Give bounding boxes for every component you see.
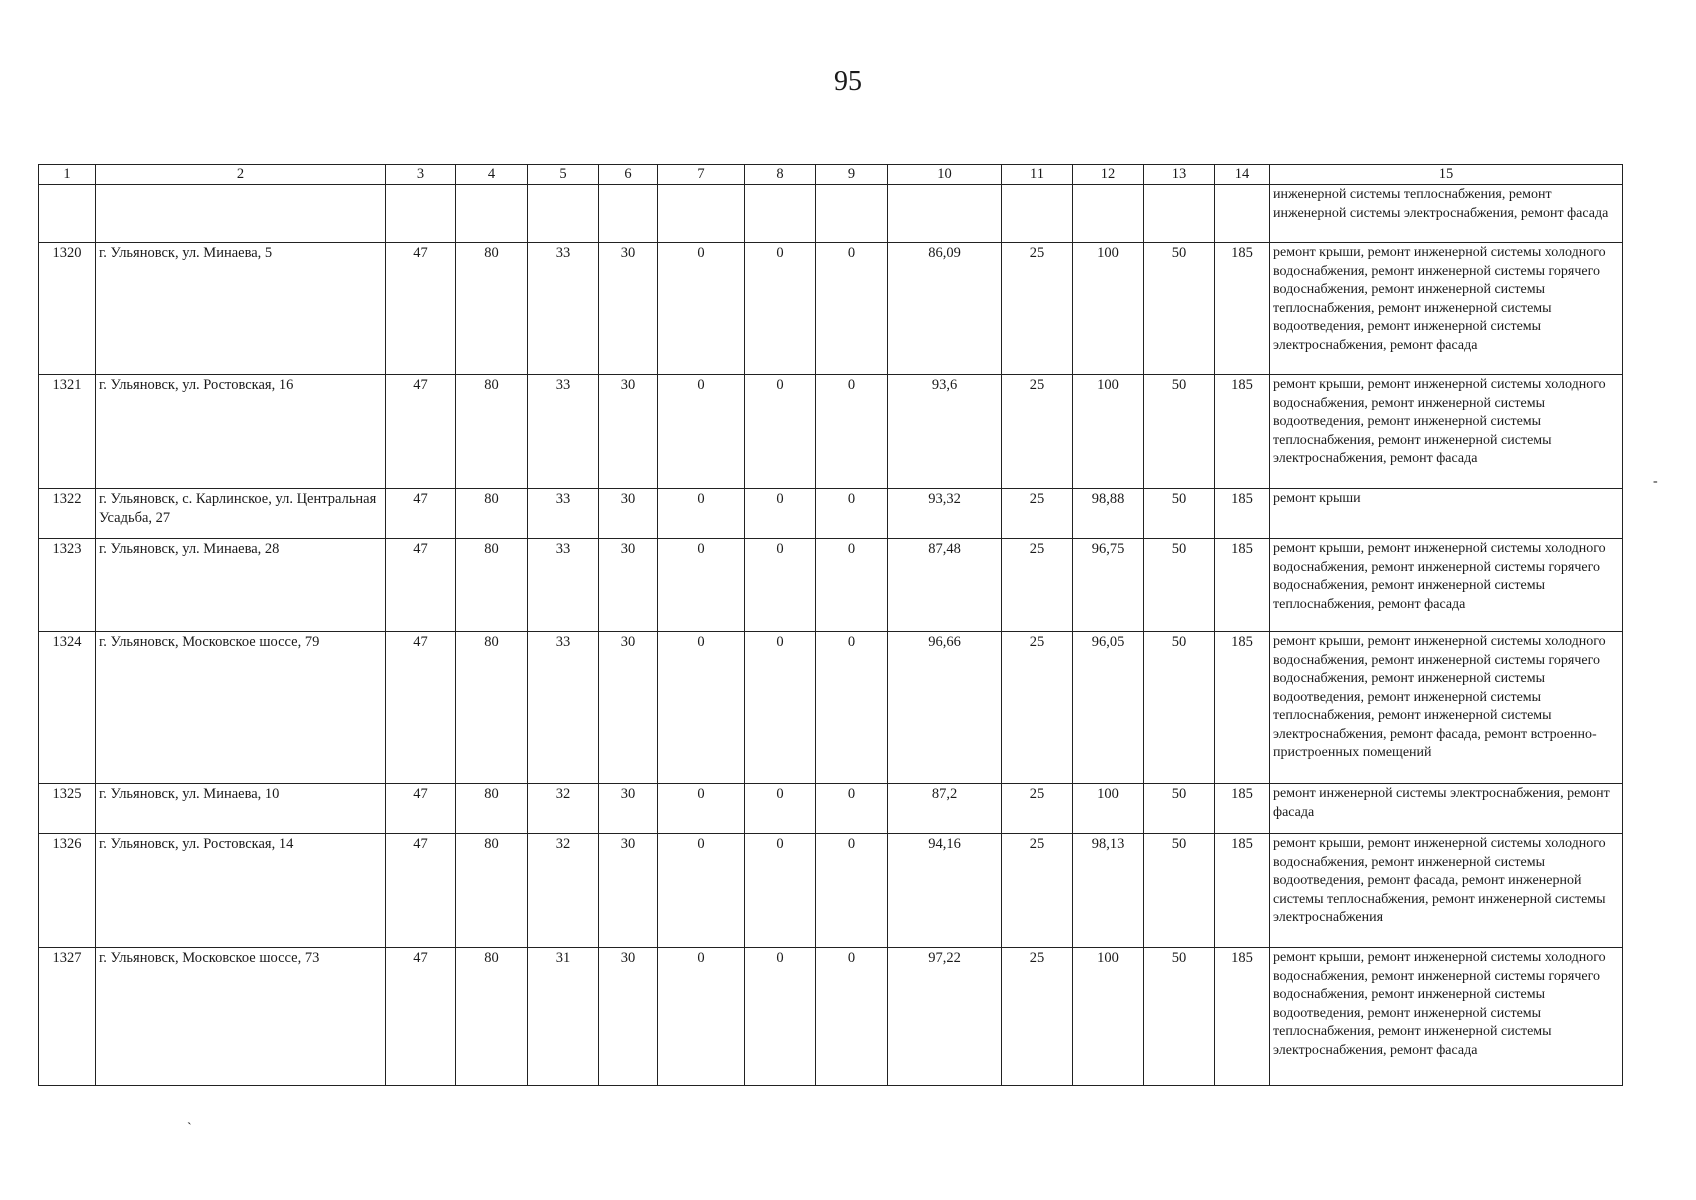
- value-cell-c8: 0: [745, 243, 816, 375]
- value-cell-c5: 33: [528, 539, 599, 632]
- address-cell: г. Ульяновск, Московское шоссе, 73: [96, 948, 386, 1086]
- value-cell-c4: 80: [456, 243, 528, 375]
- address-cell: г. Ульяновск, ул. Минаева, 28: [96, 539, 386, 632]
- works-cell: ремонт крыши, ремонт инженерной системы холодного водоснабжения, ремонт инженерной системы горячего водоснабжения, ремонт инженерной системы водоотведения, ремонт инженерной системы теплоснабжения, ремонт инженерной системы электроснабжения, ремонт фасада: [1270, 948, 1623, 1086]
- column-header: 13: [1144, 165, 1215, 185]
- value-cell-c13: 50: [1144, 948, 1215, 1086]
- value-cell-c8: 0: [745, 539, 816, 632]
- value-cell-c4: 80: [456, 632, 528, 784]
- column-header: 2: [96, 165, 386, 185]
- value-cell-c12: 100: [1073, 375, 1144, 489]
- column-header: 14: [1215, 165, 1270, 185]
- value-cell-c5: 33: [528, 489, 599, 539]
- works-cell: ремонт крыши, ремонт инженерной системы холодного водоснабжения, ремонт инженерной системы горячего водоснабжения, ремонт инженерной системы теплоснабжения, ремонт инженерной системы водоотведения, ремонт инженерной системы электроснабжения, ремонт фасада: [1270, 243, 1623, 375]
- row-number: 1327: [39, 948, 96, 1086]
- value-cell-c12: 96,75: [1073, 539, 1144, 632]
- table-row: [39, 539, 1623, 632]
- value-cell-c3: 47: [386, 243, 456, 375]
- value-cell-c11: 25: [1002, 243, 1073, 375]
- column-header: 12: [1073, 165, 1144, 185]
- row-number: 1323: [39, 539, 96, 632]
- value-cell-c13: 50: [1144, 834, 1215, 948]
- value-cell-c14: 185: [1215, 243, 1270, 375]
- value-cell-c5: 33: [528, 375, 599, 489]
- continuation-works-text: инженерной системы теплоснабжения, ремонт инженерной системы электроснабжения, ремонт фасада: [1270, 185, 1623, 243]
- value-cell-c13: 50: [1144, 243, 1215, 375]
- value-cell-c8: 0: [745, 632, 816, 784]
- value-cell-c3: 47: [386, 539, 456, 632]
- value-cell-c4: 80: [456, 489, 528, 539]
- column-header: 6: [599, 165, 658, 185]
- works-cell: ремонт крыши: [1270, 489, 1623, 539]
- works-cell: ремонт крыши, ремонт инженерной системы холодного водоснабжения, ремонт инженерной системы водоотведения, ремонт инженерной системы теплоснабжения, ремонт инженерной системы электроснабжения, ремонт фасада: [1270, 375, 1623, 489]
- address-cell: г. Ульяновск, ул. Ростовская, 16: [96, 375, 386, 489]
- value-cell-c9: 0: [816, 632, 888, 784]
- value-cell-c14: 185: [1215, 489, 1270, 539]
- value-cell-c6: 30: [599, 784, 658, 834]
- value-cell-c11: 25: [1002, 632, 1073, 784]
- column-header: 5: [528, 165, 599, 185]
- value-cell-c4: 80: [456, 539, 528, 632]
- value-cell-c6: 30: [599, 243, 658, 375]
- value-cell-c3: 47: [386, 834, 456, 948]
- value-cell-c6: 30: [599, 632, 658, 784]
- value-cell-c14: 185: [1215, 834, 1270, 948]
- value-cell-c14: 185: [1215, 948, 1270, 1086]
- value-cell-c8: 0: [745, 489, 816, 539]
- value-cell-c9: 0: [816, 784, 888, 834]
- value-cell-c9: 0: [816, 948, 888, 1086]
- table-row: [39, 375, 1623, 489]
- address-cell: г. Ульяновск, Московское шоссе, 79: [96, 632, 386, 784]
- value-cell-c7: 0: [658, 632, 745, 784]
- value-cell-c11: 25: [1002, 375, 1073, 489]
- table-row: [39, 489, 1623, 539]
- value-cell-c9: 0: [816, 243, 888, 375]
- value-cell-c7: 0: [658, 784, 745, 834]
- value-cell-c10: 94,16: [888, 834, 1002, 948]
- value-cell-c9: 0: [816, 375, 888, 489]
- value-cell-c3: 47: [386, 784, 456, 834]
- column-header: 3: [386, 165, 456, 185]
- value-cell-c4: 80: [456, 784, 528, 834]
- value-cell-c10: 93,32: [888, 489, 1002, 539]
- address-cell: г. Ульяновск, ул. Ростовская, 14: [96, 834, 386, 948]
- value-cell-c7: 0: [658, 539, 745, 632]
- value-cell-c12: 98,13: [1073, 834, 1144, 948]
- value-cell-c12: 96,05: [1073, 632, 1144, 784]
- continuation-row: [39, 185, 1623, 243]
- column-header: 4: [456, 165, 528, 185]
- value-cell-c5: 32: [528, 784, 599, 834]
- column-header: 9: [816, 165, 888, 185]
- value-cell-c9: 0: [816, 489, 888, 539]
- page-number: 95: [834, 66, 862, 97]
- address-cell: г. Ульяновск, с. Карлинское, ул. Центральная Усадьба, 27: [96, 489, 386, 539]
- value-cell-c9: 0: [816, 834, 888, 948]
- row-number: 1324: [39, 632, 96, 784]
- works-cell: ремонт инженерной системы электроснабжения, ремонт фасада: [1270, 784, 1623, 834]
- value-cell-c8: 0: [745, 784, 816, 834]
- value-cell-c6: 30: [599, 375, 658, 489]
- value-cell-c3: 47: [386, 489, 456, 539]
- value-cell-c7: 0: [658, 948, 745, 1086]
- value-cell-c14: 185: [1215, 375, 1270, 489]
- value-cell-c13: 50: [1144, 375, 1215, 489]
- value-cell-c5: 33: [528, 632, 599, 784]
- value-cell-c5: 33: [528, 243, 599, 375]
- value-cell-c8: 0: [745, 834, 816, 948]
- value-cell-c14: 185: [1215, 784, 1270, 834]
- address-cell: г. Ульяновск, ул. Минаева, 10: [96, 784, 386, 834]
- address-cell: г. Ульяновск, ул. Минаева, 5: [96, 243, 386, 375]
- value-cell-c3: 47: [386, 375, 456, 489]
- value-cell-c6: 30: [599, 948, 658, 1086]
- value-cell-c5: 31: [528, 948, 599, 1086]
- column-header: 7: [658, 165, 745, 185]
- value-cell-c11: 25: [1002, 539, 1073, 632]
- header-row: [39, 165, 1623, 185]
- works-cell: ремонт крыши, ремонт инженерной системы холодного водоснабжения, ремонт инженерной системы водоотведения, ремонт фасада, ремонт инженерной системы теплоснабжения, ремонт инженерной системы электроснабжения: [1270, 834, 1623, 948]
- value-cell-c13: 50: [1144, 784, 1215, 834]
- scan-mark: `: [187, 1121, 192, 1136]
- value-cell-c13: 50: [1144, 489, 1215, 539]
- value-cell-c7: 0: [658, 375, 745, 489]
- row-number: 1320: [39, 243, 96, 375]
- value-cell-c7: 0: [658, 834, 745, 948]
- value-cell-c13: 50: [1144, 539, 1215, 632]
- value-cell-c11: 25: [1002, 784, 1073, 834]
- table-row: [39, 784, 1623, 834]
- value-cell-c8: 0: [745, 375, 816, 489]
- table-row: [39, 632, 1623, 784]
- works-cell: ремонт крыши, ремонт инженерной системы холодного водоснабжения, ремонт инженерной системы горячего водоснабжения, ремонт инженерной системы теплоснабжения, ремонт фасада: [1270, 539, 1623, 632]
- value-cell-c7: 0: [658, 243, 745, 375]
- column-header: 11: [1002, 165, 1073, 185]
- value-cell-c13: 50: [1144, 632, 1215, 784]
- works-cell: ремонт крыши, ремонт инженерной системы холодного водоснабжения, ремонт инженерной системы горячего водоснабжения, ремонт инженерной системы водоотведения, ремонт инженерной системы теплоснабжения, ремонт инженерной системы электроснабжения, ремонт фасада, ремонт встроенно-пристроенных помещений: [1270, 632, 1623, 784]
- row-number: 1326: [39, 834, 96, 948]
- value-cell-c11: 25: [1002, 948, 1073, 1086]
- scan-mark: -: [1653, 474, 1658, 489]
- row-number: 1322: [39, 489, 96, 539]
- table-row: [39, 243, 1623, 375]
- value-cell-c5: 32: [528, 834, 599, 948]
- value-cell-c12: 100: [1073, 243, 1144, 375]
- value-cell-c3: 47: [386, 948, 456, 1086]
- value-cell-c10: 86,09: [888, 243, 1002, 375]
- value-cell-c4: 80: [456, 834, 528, 948]
- value-cell-c6: 30: [599, 834, 658, 948]
- column-header: 10: [888, 165, 1002, 185]
- value-cell-c10: 93,6: [888, 375, 1002, 489]
- table-row: [39, 948, 1623, 1086]
- repair-schedule-table: [38, 164, 1623, 1086]
- value-cell-c4: 80: [456, 375, 528, 489]
- value-cell-c12: 100: [1073, 784, 1144, 834]
- value-cell-c4: 80: [456, 948, 528, 1086]
- value-cell-c6: 30: [599, 489, 658, 539]
- value-cell-c10: 87,2: [888, 784, 1002, 834]
- row-number: 1321: [39, 375, 96, 489]
- value-cell-c10: 97,22: [888, 948, 1002, 1086]
- value-cell-c14: 185: [1215, 632, 1270, 784]
- value-cell-c6: 30: [599, 539, 658, 632]
- value-cell-c10: 96,66: [888, 632, 1002, 784]
- column-header: 1: [39, 165, 96, 185]
- value-cell-c12: 98,88: [1073, 489, 1144, 539]
- value-cell-c7: 0: [658, 489, 745, 539]
- value-cell-c11: 25: [1002, 489, 1073, 539]
- column-header: 15: [1270, 165, 1623, 185]
- row-number: 1325: [39, 784, 96, 834]
- value-cell-c8: 0: [745, 948, 816, 1086]
- value-cell-c12: 100: [1073, 948, 1144, 1086]
- column-header: 8: [745, 165, 816, 185]
- value-cell-c3: 47: [386, 632, 456, 784]
- value-cell-c10: 87,48: [888, 539, 1002, 632]
- table-row: [39, 834, 1623, 948]
- value-cell-c9: 0: [816, 539, 888, 632]
- value-cell-c14: 185: [1215, 539, 1270, 632]
- value-cell-c11: 25: [1002, 834, 1073, 948]
